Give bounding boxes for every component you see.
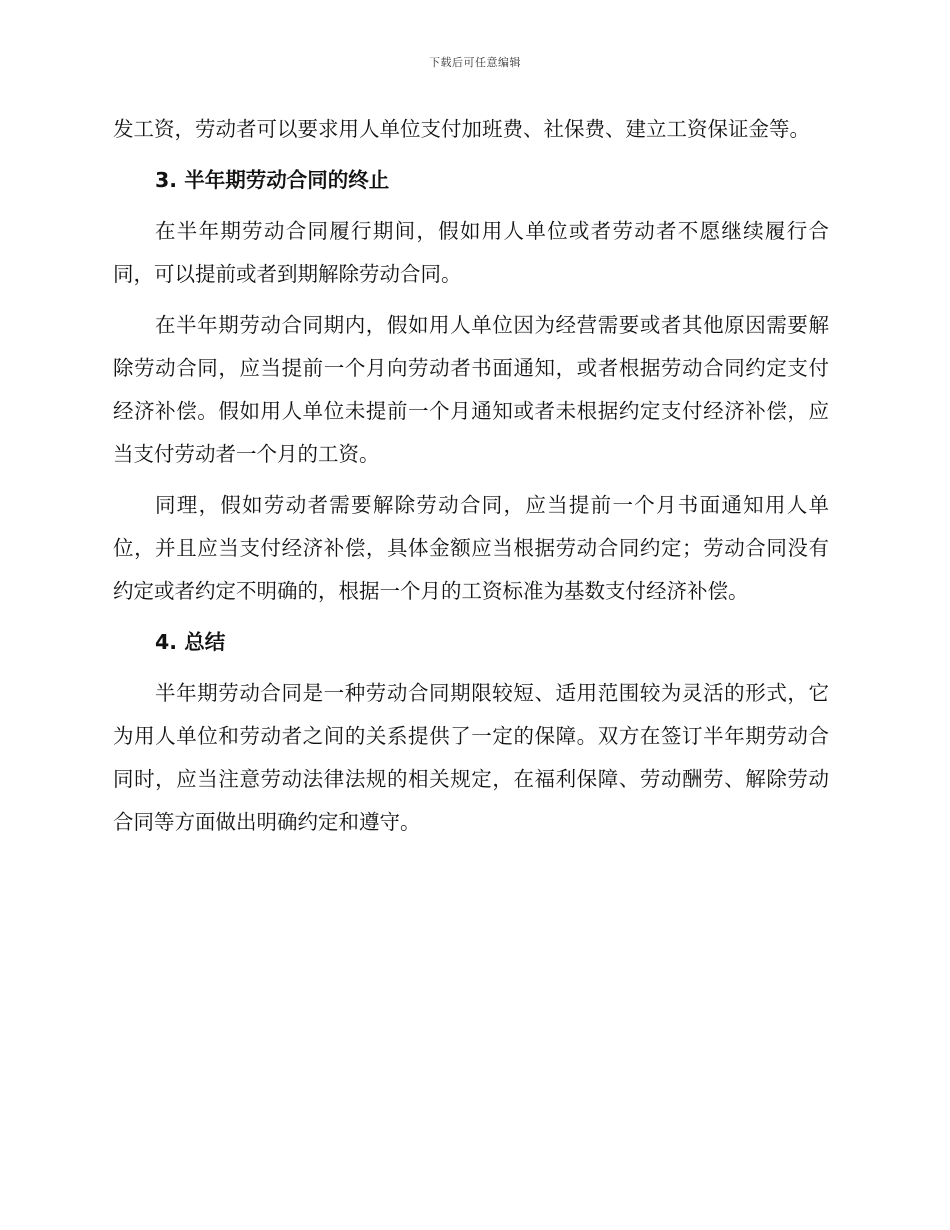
paragraph-continuation: 发工资，劳动者可以要求用人单位支付加班费、社保费、建立工资保证金等。	[113, 117, 810, 141]
section-3-heading: 3. 半年期劳动合同的终止	[155, 168, 390, 192]
section-4-heading: 4. 总结	[155, 630, 226, 654]
page-header: 下载后可任意编辑	[429, 56, 521, 69]
section-4-paragraph-1: 半年期劳动合同是一种劳动合同期限较短、适用范围较为灵活的形式，它为用人单位和劳动者之间的关系提供了一定的保障。双方在签订半年期劳动合同时，应当注意劳动法律法规的相关规定，在福利保障、劳动酬劳、解除劳动合同等方面做出明确约定和遵守。	[113, 681, 829, 834]
document-body	[113, 108, 829, 852]
section-3-paragraph-2: 在半年期劳动合同期内，假如用人单位因为经营需要或者其他原因需要解除劳动合同，应当提前一个月向劳动者书面通知，或者根据劳动合同约定支付经济补偿。假如用人单位未提前一个月通知或者未根据约定支付经济补偿，应当支付劳动者一个月的工资。	[113, 313, 829, 466]
section-3-paragraph-1: 在半年期劳动合同履行期间，假如用人单位或者劳动者不愿继续履行合同，可以提前或者到期解除劳动合同。	[113, 219, 829, 286]
section-3-paragraph-3: 同理，假如劳动者需要解除劳动合同，应当提前一个月书面通知用人单位，并且应当支付经济补偿，具体金额应当根据劳动合同约定；劳动合同没有约定或者约定不明确的，根据一个月的工资标准为基数支付经济补偿。	[113, 493, 829, 603]
